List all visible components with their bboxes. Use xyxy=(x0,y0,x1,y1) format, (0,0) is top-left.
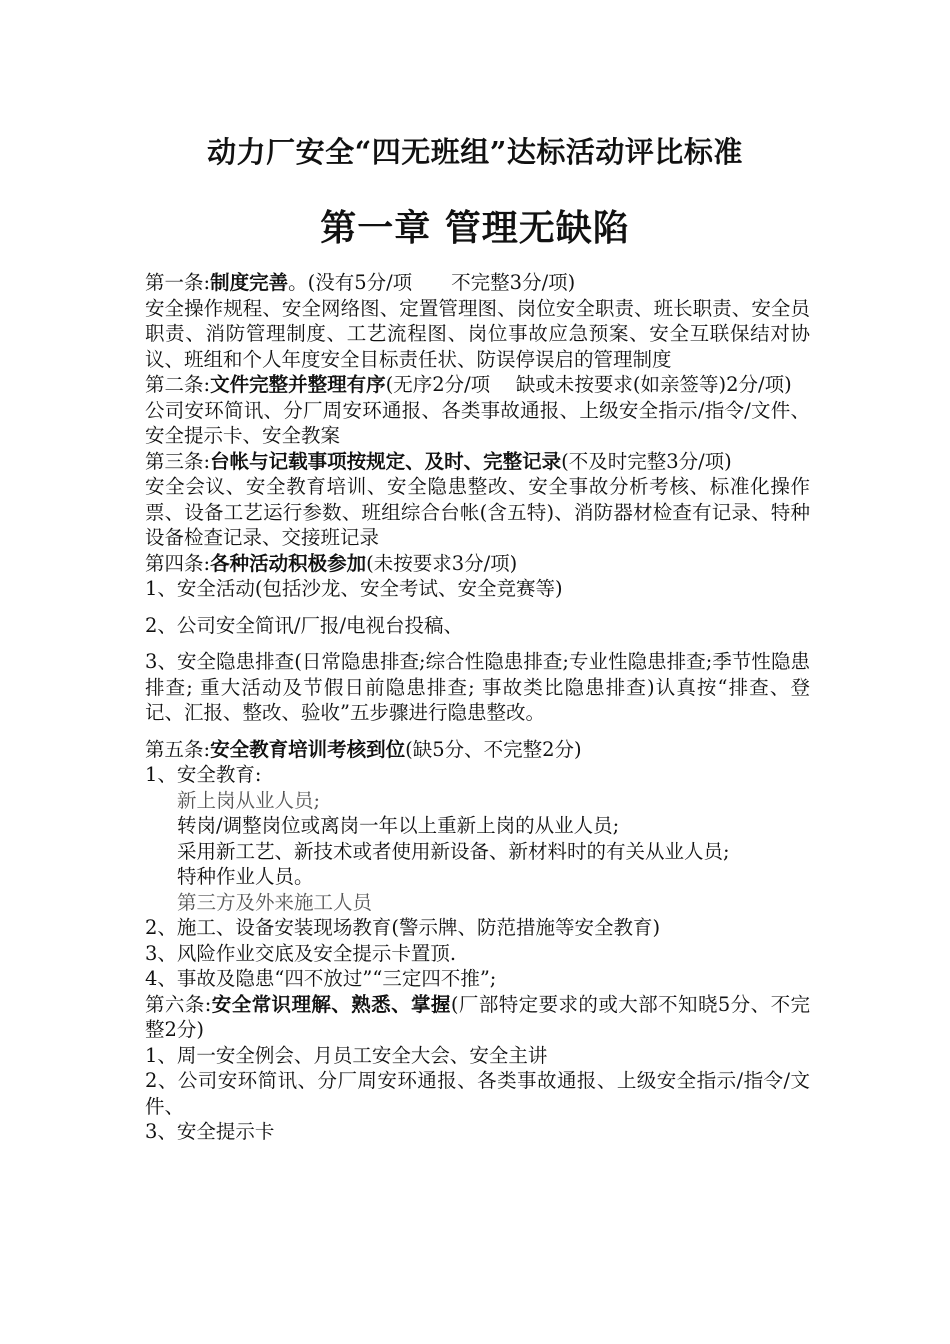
article-4-item-2: 2、公司安全简讯/厂报/电视台投稿、 xyxy=(145,613,464,637)
article-5-item-3: 3、风险作业交底及安全提示卡置顶. xyxy=(145,941,457,965)
article-6-prefix: 第六条: xyxy=(145,992,212,1016)
article-3-content: 安全会议、安全教育培训、安全隐患整改、安全事故分析考核、标准化操作票、设备工艺运行参数、班组综合台帐(含五特)、消防器材检查有记录、特种设备检查记录、交接班记录 xyxy=(145,475,810,549)
article-4-heading xyxy=(145,551,810,577)
article-6-item-2: 2、公司安环简讯、分厂周安环通报、各类事故通报、上级安全指示/指令/文件、 xyxy=(145,1069,810,1118)
article-6-heading xyxy=(145,992,810,1043)
article-6-title: 安全常识理解、熟悉、掌握 xyxy=(211,992,451,1016)
article-2-note: (无序2分/项 缺或未按要求(如亲签等)2分/项) xyxy=(385,373,792,396)
article-1-content: 安全操作规程、安全网络图、定置管理图、岗位安全职责、班长职责、安全员职责、消防管理制度、工艺流程图、岗位事故应急预案、安全互联保结对协议、班组和个人年度安全目标责任状、防误停误启的管理制度 xyxy=(145,296,810,371)
article-3-prefix: 第三条: xyxy=(145,449,211,473)
article-2-content: 公司安环简讯、分厂周安环通报、各类事故通报、上级安全指示/指令/文件、 安全提示卡、安全教案 xyxy=(145,398,810,447)
article-6-note: (厂部特定要求的或大部不知晓5分、不完整2分) xyxy=(145,992,810,1041)
article-4-prefix: 第四条: xyxy=(145,551,211,575)
article-5-title: 安全教育培训考核到位 xyxy=(210,737,406,761)
article-1-note: 。(没有5分/项 不完整3分/项) xyxy=(288,271,576,294)
article-1-heading xyxy=(145,270,810,296)
article-5-item-4: 4、事故及隐患“四不放过”“三定四不推”; xyxy=(145,967,497,990)
article-4-item-3: 3、安全隐患排查(日常隐患排查;综合性隐患排查;专业性隐患排查;季节性隐患排查; 重大活动及节假日前隐患排查; 事故类比隐患排查)认真按“排查、登记、汇报、整改、验收”五步骤进行隐患整改。 xyxy=(145,650,810,724)
article-2-title: 文件完整并整理有序 xyxy=(210,373,386,396)
article-3-heading xyxy=(145,449,810,475)
chapter-title: 第一章 管理无缺陷 xyxy=(320,207,630,249)
document-body xyxy=(145,270,810,1145)
article-5-item-2: 2、施工、设备安装现场教育(警示牌、防范措施等安全教育) xyxy=(145,916,661,939)
article-5-sub-1: 新上岗从业人员; xyxy=(177,788,321,812)
article-5-sub-4: 特种作业人员。 xyxy=(177,865,314,888)
article-5-sub-5: 第三方及外来施工人员 xyxy=(177,890,373,914)
article-5-sub-2: 转岗/调整岗位或离岗一年以上重新上岗的从业人员; xyxy=(177,814,620,837)
article-3-title: 台帐与记载事项按规定、及时、完整记录 xyxy=(210,449,562,473)
article-5-note: (缺5分、不完整2分) xyxy=(405,737,582,761)
article-6-item-3: 3、安全提示卡 xyxy=(145,1120,275,1143)
article-5-sub-3: 采用新工艺、新技术或者使用新设备、新材料时的有关从业人员; xyxy=(177,839,730,863)
article-4-title: 各种活动积极参加 xyxy=(210,551,367,575)
article-4-item-1: 1、安全活动(包括沙龙、安全考试、安全竞赛等) xyxy=(145,577,563,600)
document-title: 动力厂安全“四无班组”达标活动评比标准 xyxy=(207,135,743,169)
article-5-prefix: 第五条: xyxy=(145,737,211,761)
article-2-prefix: 第二条: xyxy=(145,373,211,396)
article-3-note: (不及时完整3分/项) xyxy=(561,449,732,473)
article-6-item-1: 1、周一安全例会、月员工安全大会、安全主讲 xyxy=(145,1043,548,1067)
article-1-title: 制度完善 xyxy=(210,271,289,294)
article-4-note: (未按要求3分/项) xyxy=(366,551,518,575)
article-5-item-1: 1、安全教育: xyxy=(145,763,262,786)
article-5-heading xyxy=(145,737,810,763)
article-2-heading xyxy=(145,372,810,398)
article-1-prefix: 第一条: xyxy=(145,271,211,294)
